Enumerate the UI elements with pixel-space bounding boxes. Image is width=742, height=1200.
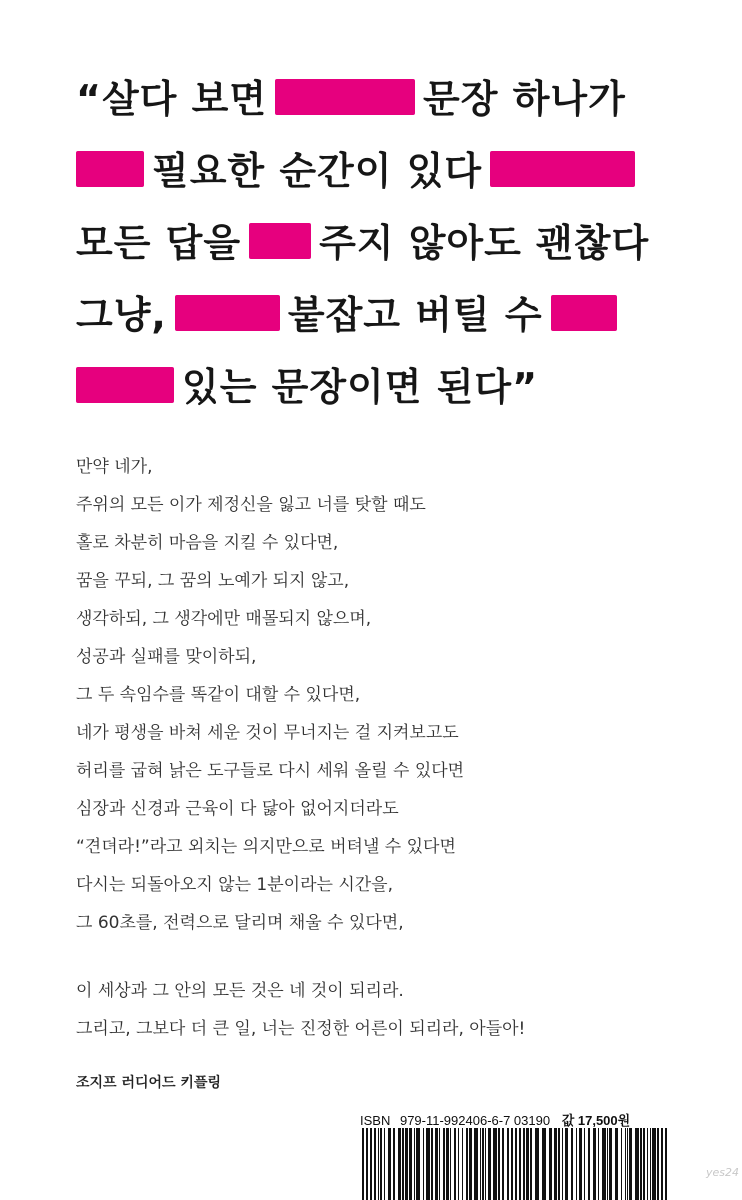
barcode-bar [643, 1128, 645, 1200]
barcode-graphic [360, 1128, 670, 1200]
poem-line: 그 60초를, 전력으로 달리며 채울 수 있다면, [76, 913, 404, 933]
highlight-redaction [490, 151, 635, 187]
barcode-bar [374, 1128, 376, 1200]
barcode-bar [621, 1128, 622, 1200]
barcode-bar [511, 1128, 513, 1200]
poem-line: 이 세상과 그 안의 모든 것은 네 것이 되리라. [76, 981, 404, 1001]
barcode-bar [458, 1128, 459, 1200]
isbn-number: 979-11-992406-6-7 03190 [399, 1113, 551, 1128]
poem-line: 네가 평생을 바쳐 세운 것이 무너지는 걸 지켜보고도 [76, 723, 459, 743]
poem-line: 그 두 속임수를 똑같이 대할 수 있다면, [76, 685, 361, 705]
barcode-bar [466, 1128, 468, 1200]
barcode-bar [635, 1128, 639, 1200]
highlight-redaction [76, 367, 174, 403]
barcode-bar [647, 1128, 648, 1200]
barcode-bar [366, 1128, 368, 1200]
barcode-bar [446, 1128, 449, 1200]
barcode-bar [462, 1128, 463, 1200]
barcode-bar [627, 1128, 628, 1200]
barcode-bar [431, 1128, 433, 1200]
barcode-bar [393, 1128, 395, 1200]
quote-text: 붙잡고 버틸 수 [287, 292, 543, 337]
barcode-bar [454, 1128, 456, 1200]
barcode-bar [426, 1128, 430, 1200]
barcode-bar [629, 1128, 632, 1200]
quote-text: 문장 하나가 [423, 76, 626, 121]
barcode-bar [416, 1128, 420, 1200]
price: 값 17,500원 [561, 1113, 631, 1128]
barcode-bar [362, 1128, 364, 1200]
poem-line: 생각하되, 그 생각에만 매몰되지 않으며, [76, 609, 372, 629]
poem-line: 성공과 실패를 맞이하되, [76, 647, 257, 667]
quote-text: 있는 문장이면 된다” [182, 364, 539, 409]
poem-line: 만약 네가, [76, 457, 153, 477]
quote-line-1 [76, 62, 716, 134]
barcode-bar [370, 1128, 372, 1200]
barcode-bar [493, 1128, 497, 1200]
barcode-bar [558, 1128, 560, 1200]
barcode-bar [584, 1128, 585, 1200]
barcode-bar [380, 1128, 382, 1200]
barcode-bar [519, 1128, 521, 1200]
barcode-bar [576, 1128, 577, 1200]
barcode-bar [535, 1128, 539, 1200]
barcode-bar [435, 1128, 438, 1200]
barcode-bar [384, 1128, 385, 1200]
barcode-bar [665, 1128, 667, 1200]
barcode-bar [598, 1128, 599, 1200]
quote-block [76, 62, 716, 422]
barcode-bar [554, 1128, 557, 1200]
barcode-bar [482, 1128, 484, 1200]
highlight-redaction [275, 79, 415, 115]
barcode-bar [609, 1128, 612, 1200]
poem-line: 허리를 굽혀 낡은 도구들로 다시 세워 올릴 수 있다면 [76, 761, 465, 781]
poem-line: 주위의 모든 이가 제정신을 잃고 너를 탓할 때도 [76, 495, 426, 515]
barcode-bar [378, 1128, 379, 1200]
barcode-bar [625, 1128, 626, 1200]
author-name: 조지프 러디어드 키플링 [76, 1075, 221, 1091]
barcode-bar [593, 1128, 596, 1200]
highlight-redaction [249, 223, 311, 259]
barcode-bar [565, 1128, 568, 1200]
barcode-bar [498, 1128, 500, 1200]
barcode-bar [542, 1128, 546, 1200]
quote-text: 주지 않아도 괜찮다 [319, 220, 650, 265]
barcode-bar [661, 1128, 663, 1200]
barcode-bar [474, 1128, 478, 1200]
barcode-bar [398, 1128, 401, 1200]
barcode-bar [526, 1128, 529, 1200]
poem-line: 꿈을 꾸되, 그 꿈의 노예가 되지 않고, [76, 571, 350, 591]
poem-line: 다시는 되돌아오지 않는 1분이라는 시간을, [76, 875, 394, 895]
barcode-bar [588, 1128, 590, 1200]
barcode-bar [409, 1128, 412, 1200]
barcode-bar [488, 1128, 491, 1200]
quote-text: “살다 보면 [76, 76, 268, 121]
quote-text: 모든 답을 [76, 220, 242, 265]
barcode-bar [602, 1128, 606, 1200]
quote-text: 필요한 순간이 있다 [152, 148, 483, 193]
quote-line-4 [76, 278, 716, 350]
quote-line-3 [76, 206, 716, 278]
barcode-bar [480, 1128, 481, 1200]
barcode-bar [423, 1128, 424, 1200]
barcode-bar [549, 1128, 552, 1200]
barcode-bar [652, 1128, 656, 1200]
poem-line: 심장과 신경과 근육이 다 닳아 없어지더라도 [76, 799, 399, 819]
barcode-bar [657, 1128, 659, 1200]
isbn-label: ISBN [360, 1113, 391, 1128]
quote-line-2 [76, 134, 716, 206]
quote-text: 그냥, [76, 292, 167, 337]
barcode-bar [439, 1128, 440, 1200]
barcode-bar [450, 1128, 451, 1200]
barcode-bar [530, 1128, 532, 1200]
highlight-redaction [175, 295, 280, 331]
barcode-bar [571, 1128, 573, 1200]
barcode-bar [469, 1128, 472, 1200]
barcode-bar [562, 1128, 563, 1200]
barcode-bar [388, 1128, 391, 1200]
barcode-bar [414, 1128, 415, 1200]
isbn-row [360, 1110, 690, 1129]
barcode [360, 1128, 670, 1200]
barcode-bar [405, 1128, 408, 1200]
poem-line: 홀로 차분히 마음을 지킬 수 있다면, [76, 533, 339, 553]
barcode-bar [502, 1128, 504, 1200]
poem-body [76, 448, 696, 1048]
stanza-gap [76, 942, 696, 972]
poem-line: 그리고, 그보다 더 큰 일, 너는 진정한 어른이 되리라, 아들아! [76, 1019, 526, 1039]
barcode-bar [443, 1128, 445, 1200]
poem-line: “견뎌라!”라고 외치는 의지만으로 버텨낼 수 있다면 [76, 837, 456, 857]
barcode-bar [607, 1128, 608, 1200]
barcode-bar [523, 1128, 525, 1200]
barcode-bar [402, 1128, 404, 1200]
barcode-bar [640, 1128, 642, 1200]
barcode-bar [650, 1128, 651, 1200]
highlight-redaction [76, 151, 144, 187]
highlight-redaction [551, 295, 617, 331]
watermark: yes24 [706, 1166, 740, 1179]
barcode-bar [515, 1128, 517, 1200]
barcode-bar [507, 1128, 509, 1200]
quote-line-5 [76, 350, 716, 422]
barcode-bar [615, 1128, 618, 1200]
barcode-bar [579, 1128, 582, 1200]
barcode-bar [485, 1128, 486, 1200]
